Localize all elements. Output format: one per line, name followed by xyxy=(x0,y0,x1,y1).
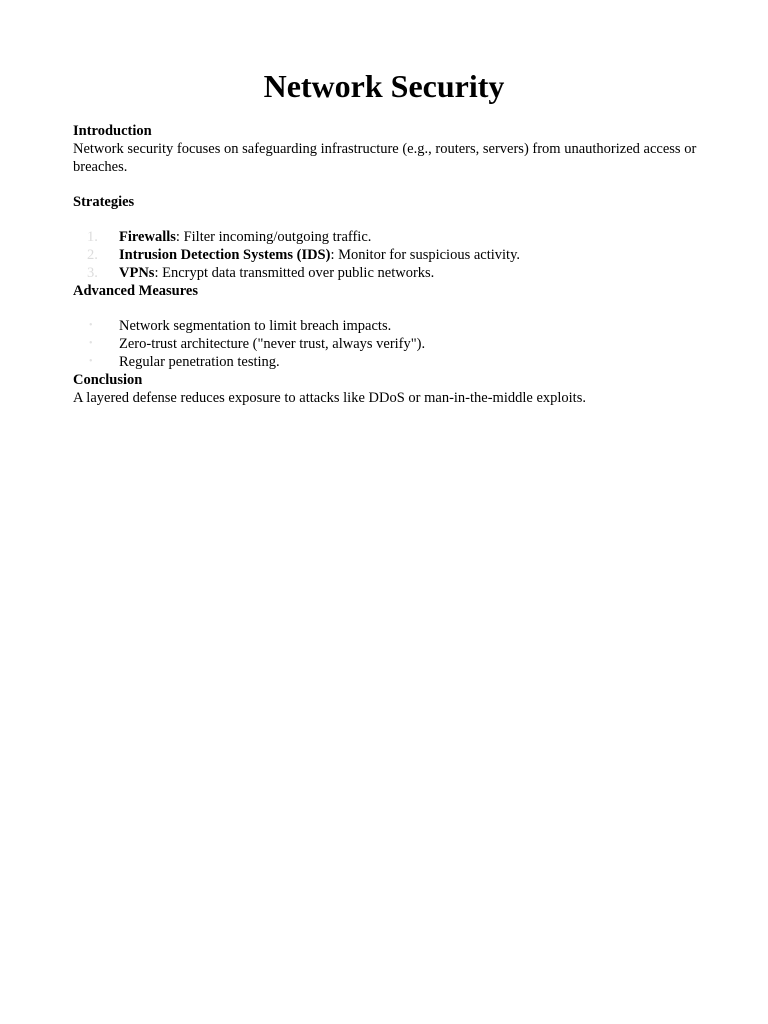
bullet-icon: • xyxy=(89,320,93,331)
strategy-term: Intrusion Detection Systems (IDS) xyxy=(119,247,331,263)
list-item xyxy=(73,228,713,246)
bullet-icon: • xyxy=(89,356,93,367)
measure-text: Regular penetration testing. xyxy=(119,354,280,370)
conclusion-text: A layered defense reduces exposure to attacks like DDoS or man-in-the-middle exploits. xyxy=(73,390,586,406)
bullet-icon: • xyxy=(89,338,93,349)
list-item xyxy=(73,246,713,264)
strategies-list xyxy=(73,228,713,282)
spacer xyxy=(73,300,713,317)
spacer xyxy=(73,176,713,193)
strategy-term: Firewalls xyxy=(119,229,176,245)
measure-text: Network segmentation to limit breach impacts. xyxy=(119,318,392,334)
document-body xyxy=(73,122,713,407)
strategy-description: : Filter incoming/outgoing traffic. xyxy=(175,229,372,245)
strategy-term: VPNs xyxy=(119,265,155,281)
spacer xyxy=(73,211,713,228)
strategies-heading: Strategies xyxy=(73,194,135,210)
list-number: 2. xyxy=(87,247,98,263)
conclusion-heading: Conclusion xyxy=(73,372,143,388)
page-title: Network Security xyxy=(263,68,505,104)
strategy-description: : Monitor for suspicious activity. xyxy=(330,247,521,263)
introduction-heading: Introduction xyxy=(73,123,152,139)
strategy-description: : Encrypt data transmitted over public networks. xyxy=(154,265,435,281)
list-item xyxy=(73,264,713,282)
measure-text: Zero-trust architecture ("never trust, always verify"). xyxy=(119,336,426,352)
list-item xyxy=(73,353,713,371)
list-item xyxy=(73,317,713,335)
list-item xyxy=(73,335,713,353)
list-number: 1. xyxy=(87,229,98,245)
advanced-measures-list xyxy=(73,317,713,371)
introduction-text: Network security focuses on safeguarding infrastructure (e.g., routers, servers) from unauthorized access or breaches. xyxy=(73,141,697,175)
advanced-measures-heading: Advanced Measures xyxy=(73,283,198,299)
list-number: 3. xyxy=(87,265,98,281)
